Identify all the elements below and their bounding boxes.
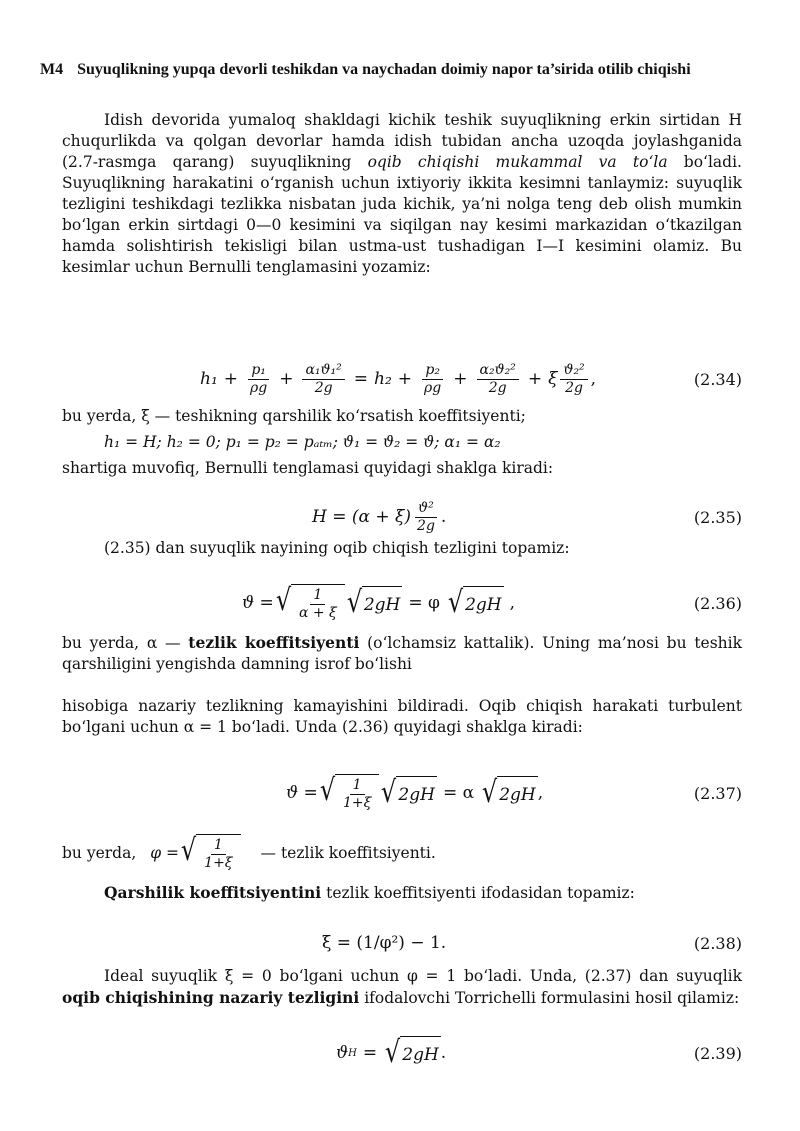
eq-punctuation: , (537, 783, 544, 803)
sqrt (480, 776, 538, 810)
equation-2-37 (0, 770, 800, 816)
eq-fraction (421, 362, 444, 397)
equation-2-35 (0, 494, 800, 540)
section-heading (40, 60, 760, 80)
paragraph-ideal-fluid-part-b: ifodalovchi Torrichelli formulasini hosil qilamiz: (359, 989, 740, 1007)
eq-term: h₂ (374, 369, 392, 389)
eq-punctuation: , (509, 593, 516, 613)
paragraph-phi-definition (62, 830, 742, 876)
fraction-numerator: p₂ (422, 362, 443, 380)
equation-number: (2.39) (693, 1043, 742, 1063)
fraction-numerator: 1 (211, 837, 226, 855)
equation-2-37-expression (286, 770, 543, 816)
fraction-denominator: 1+ξ (342, 795, 372, 811)
sqrt (345, 586, 403, 620)
radical-sign: √ (381, 775, 397, 810)
eq-operator: + (397, 369, 413, 389)
paragraph-velocity-coefficient (62, 632, 742, 675)
eq-term: H = (α + ξ) (312, 507, 412, 527)
eq-term: ϑ = (242, 593, 274, 613)
radical-sign: √ (447, 585, 464, 620)
sqrt (383, 1036, 441, 1070)
sqrt (446, 586, 504, 620)
term-resistance-coefficient: Qarshilik koeffitsiyentini (104, 883, 322, 902)
fraction-numerator: α₁ϑ₁² (302, 362, 344, 380)
eq-operator: = φ (408, 593, 440, 613)
paragraph-intro (62, 110, 742, 278)
sqrt (274, 584, 345, 622)
radical-sign: √ (385, 1035, 401, 1070)
fraction-denominator: 2g (314, 379, 333, 396)
eq-fraction (247, 362, 270, 397)
sqrt (179, 834, 240, 872)
phi-definition-tail: — tezlik koeffitsiyenti. (260, 843, 436, 862)
equation-2-39-expression (336, 1030, 446, 1076)
equation-2-34 (0, 356, 800, 402)
eq-operator: + (453, 369, 468, 389)
eq-term: ξ (548, 369, 558, 389)
fraction-numerator: α₂ϑ₂² (477, 362, 519, 380)
eq-operator: + (223, 369, 239, 389)
eq-operator: = (353, 369, 369, 389)
section-number: M4 (40, 61, 64, 78)
equation-2-35-expression (312, 494, 446, 540)
eq-punctuation: , (590, 369, 597, 389)
eq-punctuation: . (440, 1043, 447, 1063)
paragraph-ideal-fluid-part-a: Ideal suyuqlik ξ = 0 bo‘lgani uchun φ = 1 bo‘ladi. Unda, (2.37) dan suyuqlik (104, 967, 742, 985)
fraction-denominator: ρg (250, 379, 268, 396)
paragraph-conditions-result: shartiga muvofiq, Bernulli tenglamasi quyidagi shaklga kiradi: (62, 459, 554, 477)
fraction-denominator: 2g (417, 517, 435, 534)
radicand: 2gH (499, 784, 536, 805)
eq-subscript: H (348, 1047, 357, 1059)
section-title: Suyuqlikning yupqa devorli teshikdan va naychadan doimiy napor ta’sirida otilib chiqishi (77, 61, 691, 78)
paragraph-intro-part-b: bo‘ladi. Suyuqlikning harakatini o‘rganish uchun ixtiyoriy ikkita kesimni tanlaymiz: suyuqlik tezligini teshikdagi tezlikka nisbatan juda kichik, ya’ni nolga teng deb olish mumkin bo‘lgan erkin sirtdagi 0—0 kesimini va siqilgan nay kesimi markazidan o‘tkazilgan hamda solishtirish tekisligi bilan ustma-ust tushadigan I—I kesimini olamiz. Bu kesimlar uchun Bernulli tenglamasini yozamiz: (62, 153, 742, 276)
equation-2-38-expression: ξ = (1/φ²) − 1. (322, 933, 447, 953)
eq-punctuation: . (440, 507, 447, 527)
paragraph-resistance (62, 882, 742, 904)
eq-operator: = (362, 1043, 378, 1063)
radicand: 2gH (398, 784, 435, 805)
radical-sign: √ (180, 833, 197, 868)
eq-term: ϑ (336, 1043, 349, 1063)
fraction-denominator: 2g (488, 379, 507, 396)
fraction-denominator: 2g (565, 379, 583, 396)
fraction-denominator: ρg (424, 379, 442, 396)
eq-fraction (201, 837, 235, 872)
paragraph-xi-definition: bu yerda, ξ — teshikning qarshilik ko‘rsatish koeffitsiyenti; (62, 407, 526, 425)
equation-number: (2.35) (693, 507, 742, 527)
eq-fraction (340, 777, 374, 812)
equation-number: (2.37) (693, 783, 742, 803)
eq-operator: = α (442, 783, 475, 803)
equation-number: (2.36) (693, 593, 742, 613)
paragraph-ideal-fluid (62, 966, 742, 1009)
paragraph-velocity-coefficient-part-a: bu yerda, α — (62, 634, 189, 652)
term-theoretical-velocity: oqib chiqishining nazariy tezligini (62, 988, 360, 1007)
phi-symbol: φ = (150, 843, 180, 862)
fraction-denominator: 1+ξ (204, 855, 233, 871)
equation-2-38 (0, 920, 800, 966)
paragraph-resistance-tail: tezlik koeffitsiyenti ifodasidan topamiz: (321, 884, 635, 902)
eq-fraction (302, 362, 344, 397)
eq-fraction (477, 362, 519, 397)
eq-term: ϑ = (286, 783, 318, 803)
eq-fraction (560, 362, 587, 397)
radicand: 2gH (402, 1044, 439, 1065)
eq-fraction (414, 500, 438, 535)
paragraph-find-velocity: (2.35) dan suyuqlik nayining oqib chiqish tezligini topamiz: (104, 539, 570, 557)
equation-number: (2.38) (693, 933, 742, 953)
radical-sign: √ (346, 585, 362, 620)
radicand: 2gH (363, 594, 401, 615)
fraction-numerator: p₁ (248, 362, 269, 380)
fraction-numerator: 1 (310, 587, 325, 605)
sqrt (318, 774, 379, 812)
eq-fraction (296, 587, 340, 622)
equation-2-39 (0, 1030, 800, 1076)
fraction-denominator: α + ξ (298, 605, 337, 621)
radical-sign: √ (482, 775, 498, 810)
paragraph-velocity-coefficient-part-b: (o‘lchamsiz kattalik). Uning ma’nosi bu teshik qarshiligini yengishda damning isrof bo‘lishi (62, 634, 743, 673)
fraction-numerator: ϑ² (415, 500, 437, 518)
fraction-numerator: ϑ₂² (560, 362, 587, 380)
equation-number: (2.34) (693, 369, 742, 389)
equation-2-36 (0, 580, 800, 626)
radical-sign: √ (319, 773, 336, 808)
paragraph-intro-emphasis: oqib chiqishi mukammal va to‘la (367, 153, 668, 171)
eq-term: h₁ (200, 369, 218, 389)
eq-operator: + (279, 369, 294, 389)
paragraph-turbulent: hisobiga nazariy tezlikning kamayishini bildiradi. Oqib chiqish harakati turbulent bo‘lgani uchun α = 1 bo‘ladi. Unda (2.36) quyidagi shaklga kiradi: (62, 697, 742, 736)
fraction-numerator: 1 (350, 777, 365, 795)
term-velocity-coefficient: tezlik koeffitsiyenti (188, 633, 360, 652)
radicand: 2gH (465, 594, 502, 615)
paragraph-conditions: h₁ = H; h₂ = 0; p₁ = p₂ = pₐₜₘ; ϑ₁ = ϑ₂ = ϑ; α₁ = α₂ (104, 433, 501, 451)
eq-operator: + (527, 369, 543, 389)
radical-sign: √ (275, 583, 292, 618)
phi-definition-lead: bu yerda, (62, 843, 137, 862)
paragraph-intro-part-a: Idish devorida yumaloq shakldagi kichik teshik suyuqlikning erkin sirtidan H chuqurlikda va qolgan devorlar hamda idish tubidan ancha uzoqda joylashganida (2.7-rasmga qarang) suyuqlikning (62, 111, 742, 171)
sqrt (379, 776, 437, 810)
equation-2-34-expression (200, 356, 596, 402)
equation-2-36-expression (242, 580, 515, 626)
